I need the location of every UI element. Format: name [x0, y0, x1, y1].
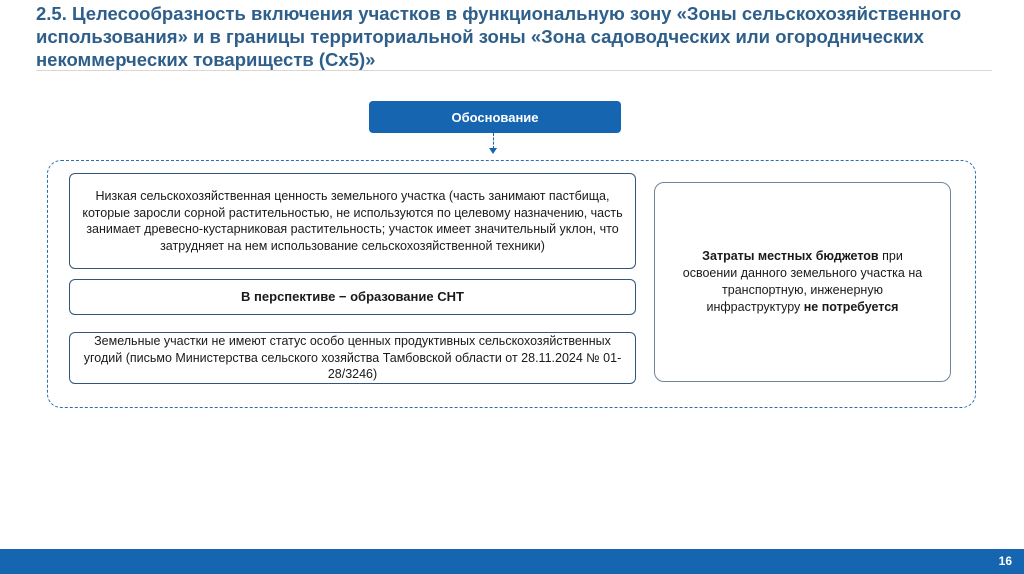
- title-divider: [36, 70, 992, 71]
- land-status-text: Земельные участки не имеют статус особо ценных продуктивных сельскохозяйственных угодий (письмо Министерства сельского хозяйства Тамбовской области от 28.11.2024 № 01-28/3246): [83, 334, 622, 382]
- budget-costs-bold-tail: не потребуется: [803, 300, 899, 314]
- snt-perspective-box: [69, 279, 636, 315]
- snt-perspective-text: В перспективе − образование СНТ: [241, 288, 464, 304]
- low-value-reason-text: Низкая сельскохозяйственная ценность земельного участка (часть занимают пастбища, которые заросли сорной растительностью, не используются по целевому назначению, часть занимает древесно-кустарниковая растительность; участок имеет значительный уклон, что затрудняет на нем использование сельскохозяйственной техники): [82, 189, 623, 253]
- budget-costs-text: [679, 248, 926, 316]
- arrow-down-icon: [489, 148, 497, 154]
- budget-costs-bold-lead: Затраты местных бюджетов: [702, 249, 879, 263]
- footer-bar: [0, 549, 1024, 574]
- low-value-reason-box: [69, 173, 636, 269]
- slide-title: 2.5. Целесообразность включения участков в функциональную зону «Зоны сельскохозяйственного использования» и в границы территориальной зоны «Зона садоводческих или огороднических некоммерческих товариществ (Сх5)»: [36, 3, 962, 70]
- budget-costs-box: [654, 182, 951, 382]
- land-status-box: [69, 332, 636, 384]
- page-number: 16: [998, 554, 1012, 568]
- connector-line: [493, 133, 495, 149]
- justification-header: Обоснование: [369, 101, 621, 133]
- budget-costs-middle: при освоении данного земельного участка на транспортную, инженерную инфраструктуру: [682, 249, 923, 314]
